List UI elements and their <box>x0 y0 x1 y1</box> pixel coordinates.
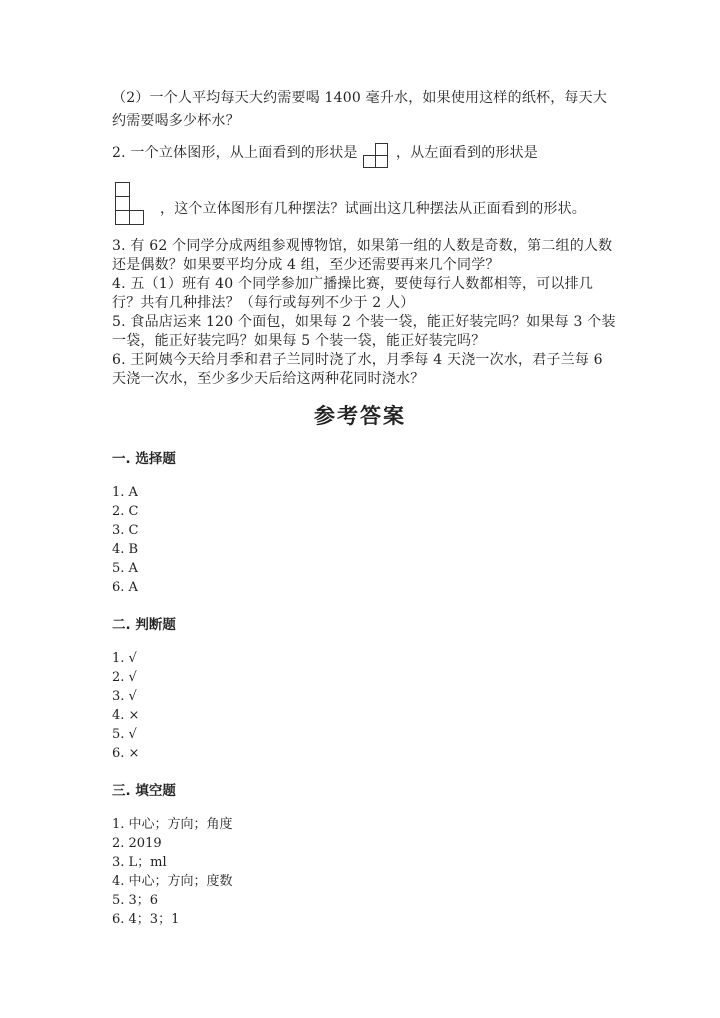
question-2-text-part2: ，从左面看到的形状是 <box>396 145 538 161</box>
choice-answer-2: 2. C <box>112 504 139 519</box>
judge-answer-2: 2. √ <box>112 670 137 685</box>
choice-answer-3: 3. C <box>112 523 139 538</box>
section-heading-judge: 二. 判断题 <box>112 617 176 633</box>
fill-answer-4: 4. 中心；方向；度数 <box>112 874 233 889</box>
fill-answer-3: 3. L；ml <box>112 855 167 870</box>
judge-answer-1: 1. √ <box>112 651 137 666</box>
question-2-text-part1: 2. 一个立体图形，从上面看到的形状是 <box>112 145 358 161</box>
judge-answer-5: 5. √ <box>112 727 137 742</box>
question-2-text-part3: ，这个立体图形有几种摆法？试画出这几种摆法从正面看到的形状。 <box>160 201 586 217</box>
section-heading-fill: 三. 填空题 <box>112 783 176 799</box>
choice-answer-1: 1. A <box>112 485 138 500</box>
question-5-line1: 5. 食品店运来 120 个面包，如果每 2 个装一袋，能正好装完吗？如果每 3 个装 <box>112 314 616 330</box>
question-3-line2: 还是偶数？如果要平均分成 4 组，至少还需要再来几个同学？ <box>112 257 500 273</box>
fill-answer-1: 1. 中心；方向；角度 <box>112 817 233 832</box>
fill-answer-5: 5. 3；6 <box>112 893 159 908</box>
choice-answer-4: 4. B <box>112 542 139 557</box>
question-4-line2: 行？共有几种排法？（每行或每列不少于 2 人） <box>112 295 415 311</box>
choice-answer-5: 5. A <box>112 561 138 576</box>
left-view-figure <box>112 181 148 229</box>
question-6-line1: 6. 王阿姨今天给月季和君子兰同时浇了水，月季每 4 天浇一次水，君子兰每 6 <box>112 352 603 368</box>
question-2-sub2-line2: 约需要喝多少杯水？ <box>112 113 240 129</box>
section-heading-choice: 一. 选择题 <box>112 451 176 467</box>
question-6-line2: 天浇一次水，至少多少天后给这两种花同时浇水？ <box>112 371 425 387</box>
choice-answer-6: 6. A <box>112 580 138 595</box>
fill-answer-2: 2. 2019 <box>112 836 162 851</box>
question-4-line1: 4. 五（1）班有 40 个同学参加广播操比赛，要使每行人数都相等，可以排几 <box>112 276 594 292</box>
answer-key-title: 参考答案 <box>314 404 406 428</box>
question-2-sub2-line1: （2）一个人平均每天大约需要喝 1400 毫升水，如果使用这样的纸杯，每天大 <box>112 90 608 106</box>
top-view-figure <box>362 142 390 172</box>
question-3-line1: 3. 有 62 个同学分成两组参观博物馆，如果第一组的人数是奇数，第二组的人数 <box>112 238 613 254</box>
judge-answer-6: 6. × <box>112 746 140 761</box>
judge-answer-4: 4. × <box>112 708 140 723</box>
question-5-line2: 一袋，能正好装完吗？如果每 5 个装一袋，能正好装完吗？ <box>112 333 486 349</box>
fill-answer-6: 6. 4；3；1 <box>112 912 180 927</box>
judge-answer-3: 3. √ <box>112 689 137 704</box>
